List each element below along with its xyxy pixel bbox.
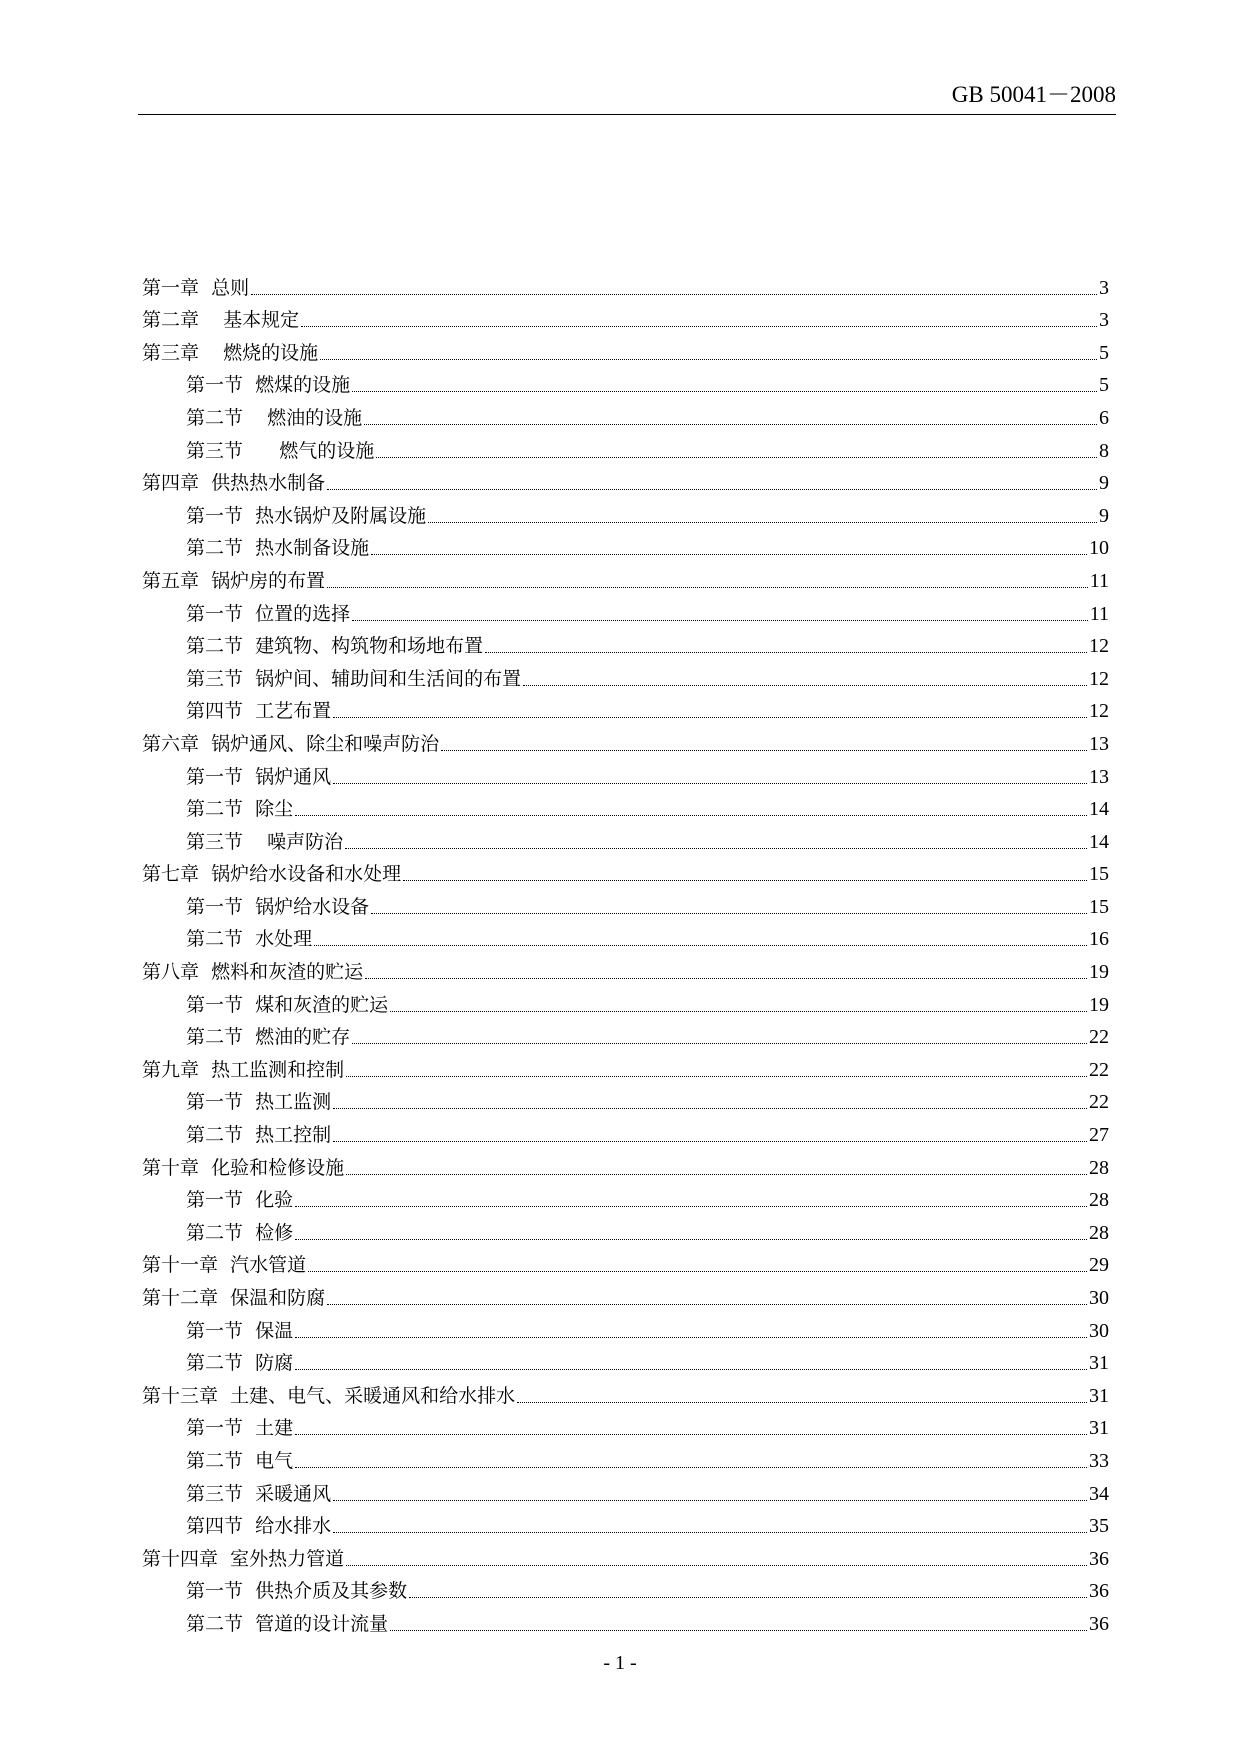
toc-entry-title: 第一节 热工监测 <box>186 1091 332 1114</box>
toc-entry-page: 28 <box>1089 1156 1109 1179</box>
toc-entry-page: 28 <box>1089 1221 1109 1244</box>
toc-dot-leader <box>295 1369 1087 1370</box>
toc-section-row[interactable] <box>142 1409 1109 1442</box>
toc-chapter-row[interactable] <box>142 561 1109 594</box>
toc-section-row[interactable] <box>142 496 1109 529</box>
toc-dot-leader <box>352 391 1097 392</box>
toc-dot-leader <box>346 1174 1087 1175</box>
toc-section-row[interactable] <box>142 1507 1109 1540</box>
doc-code: GB 50041－2008 <box>951 82 1116 107</box>
toc-entry-page: 12 <box>1089 635 1109 658</box>
toc-entry-title: 第二节 检修 <box>186 1221 294 1244</box>
toc-entry-title: 第三节 采暖通风 <box>186 1482 332 1505</box>
toc-section-row[interactable] <box>142 1213 1109 1246</box>
toc-dot-leader <box>333 1532 1087 1533</box>
toc-entry-page: 33 <box>1089 1449 1109 1472</box>
toc-entry-page: 30 <box>1089 1319 1109 1342</box>
toc-chapter-row[interactable] <box>142 1246 1109 1279</box>
toc-entry-title: 第四章 供热热水制备 <box>142 472 326 495</box>
toc-chapter-row[interactable] <box>142 301 1109 334</box>
toc-entry-title: 第一节 煤和灰渣的贮运 <box>186 993 389 1016</box>
toc-entry-title: 第二节 燃油的设施 <box>186 406 363 429</box>
toc-entry-title: 第六章 锅炉通风、除尘和噪声防治 <box>142 732 440 755</box>
toc-entry-page: 19 <box>1089 993 1109 1016</box>
toc-dot-leader <box>376 457 1097 458</box>
toc-entry-title: 第一节 保温 <box>186 1319 294 1342</box>
toc-entry-page: 22 <box>1089 1058 1109 1081</box>
toc-dot-leader <box>327 489 1097 490</box>
toc-entry-page: 13 <box>1089 765 1109 788</box>
toc-entry-title: 第一节 位置的选择 <box>186 602 351 625</box>
toc-entry-page: 29 <box>1089 1254 1109 1277</box>
toc-section-row[interactable] <box>142 1572 1109 1605</box>
toc-section-row[interactable] <box>142 1115 1109 1148</box>
toc-entry-page: 14 <box>1089 798 1109 821</box>
toc-dot-leader <box>517 1402 1087 1403</box>
toc-entry-page: 16 <box>1089 928 1109 951</box>
toc-section-row[interactable] <box>142 1181 1109 1214</box>
toc-section-row[interactable] <box>142 1474 1109 1507</box>
toc-entry-title: 第二节 电气 <box>186 1449 294 1472</box>
table-of-contents <box>142 268 1109 1637</box>
toc-chapter-row[interactable] <box>142 1376 1109 1409</box>
toc-section-row[interactable] <box>142 920 1109 953</box>
toc-section-row[interactable] <box>142 627 1109 660</box>
toc-dot-leader <box>333 1141 1087 1142</box>
toc-dot-leader <box>295 1434 1087 1435</box>
toc-entry-page: 19 <box>1089 961 1109 984</box>
toc-section-row[interactable] <box>142 757 1109 790</box>
toc-dot-leader <box>352 1043 1087 1044</box>
toc-dot-leader <box>352 620 1088 621</box>
toc-section-row[interactable] <box>142 985 1109 1018</box>
toc-chapter-row[interactable] <box>142 724 1109 757</box>
toc-entry-title: 第十三章 土建、电气、采暖通风和给水排水 <box>142 1384 516 1407</box>
toc-entry-page: 9 <box>1099 472 1109 495</box>
toc-dot-leader <box>403 880 1087 881</box>
toc-entry-title: 第十一章 汽水管道 <box>142 1254 307 1277</box>
toc-entry-page: 31 <box>1089 1417 1109 1440</box>
toc-entry-title: 第十二章 保温和防腐 <box>142 1287 326 1309</box>
toc-chapter-row[interactable] <box>142 1050 1109 1083</box>
toc-entry-title: 第二章 基本规定 <box>142 309 300 332</box>
page-label: - 1 - <box>603 1652 637 1674</box>
toc-entry-title: 第一节 热水锅炉及附属设施 <box>186 504 427 527</box>
toc-entry-title: 第十章 化验和检修设施 <box>142 1156 345 1179</box>
toc-entry-page: 12 <box>1089 667 1109 690</box>
toc-entry-page: 6 <box>1099 406 1109 429</box>
toc-entry-page: 27 <box>1089 1124 1109 1147</box>
toc-section-row[interactable] <box>142 822 1109 855</box>
toc-dot-leader <box>295 1239 1087 1240</box>
toc-section-row[interactable] <box>142 887 1109 920</box>
toc-entry-title: 第十四章 室外热力管道 <box>142 1547 345 1570</box>
toc-chapter-row[interactable] <box>142 1278 1109 1311</box>
toc-entry-page: 11 <box>1089 602 1109 625</box>
page-number-footer <box>0 1652 1240 1675</box>
toc-entry-title: 第一节 供热介质及其参数 <box>186 1580 408 1603</box>
toc-entry-page: 36 <box>1089 1580 1109 1603</box>
toc-section-row[interactable] <box>142 594 1109 627</box>
toc-dot-leader <box>333 1108 1087 1109</box>
toc-entry-title: 第三节 噪声防治 <box>186 830 344 853</box>
toc-entry-title: 第八章 燃料和灰渣的贮运 <box>142 961 364 984</box>
toc-chapter-row[interactable] <box>142 333 1109 366</box>
toc-entry-title: 第二节 建筑物、构筑物和场地布置 <box>186 635 484 658</box>
toc-dot-leader <box>333 717 1087 718</box>
toc-section-row[interactable] <box>142 659 1109 692</box>
toc-section-row[interactable] <box>142 692 1109 725</box>
toc-dot-leader <box>345 848 1087 849</box>
toc-chapter-row[interactable] <box>142 855 1109 888</box>
toc-entry-page: 9 <box>1099 504 1109 527</box>
toc-entry-page: 8 <box>1099 439 1109 462</box>
toc-dot-leader <box>327 587 1088 588</box>
toc-dot-leader <box>523 685 1087 686</box>
toc-entry-title: 第三节 燃气的设施 <box>186 439 375 462</box>
toc-dot-leader <box>390 1011 1087 1012</box>
toc-dot-leader <box>409 1597 1087 1598</box>
toc-chapter-row[interactable] <box>142 268 1109 301</box>
toc-dot-leader <box>390 1630 1087 1631</box>
toc-entry-title: 第二节 管道的设计流量 <box>186 1612 389 1635</box>
toc-dot-leader <box>485 652 1087 653</box>
toc-entry-title: 第一节 锅炉给水设备 <box>186 895 370 918</box>
toc-entry-title: 第二节 水处理 <box>186 928 313 951</box>
toc-entry-page: 5 <box>1099 341 1109 364</box>
toc-dot-leader <box>441 750 1087 751</box>
toc-entry-title: 第二节 防腐 <box>186 1352 294 1375</box>
toc-entry-page: 11 <box>1089 569 1109 592</box>
toc-entry-page: 36 <box>1089 1547 1109 1570</box>
toc-entry-page: 34 <box>1089 1482 1109 1505</box>
toc-entry-page: 3 <box>1099 276 1109 299</box>
toc-entry-title: 第五章 锅炉房的布置 <box>142 569 326 592</box>
toc-dot-leader <box>346 1076 1087 1077</box>
toc-dot-leader <box>301 326 1097 327</box>
toc-entry-page: 22 <box>1089 1091 1109 1114</box>
toc-entry-title: 第一节 化验 <box>186 1189 294 1212</box>
toc-entry-title: 第四节 给水排水 <box>186 1515 332 1538</box>
toc-entry-page: 10 <box>1089 537 1109 560</box>
toc-section-row[interactable] <box>142 1604 1109 1637</box>
toc-dot-leader <box>295 1337 1087 1338</box>
toc-entry-title: 第七章 锅炉给水设备和水处理 <box>142 863 402 886</box>
toc-entry-page: 5 <box>1099 374 1109 397</box>
toc-section-row[interactable] <box>142 1311 1109 1344</box>
toc-entry-title: 第三章 燃烧的设施 <box>142 341 319 364</box>
toc-entry-page: 31 <box>1089 1384 1109 1407</box>
header-rule <box>138 114 1116 115</box>
toc-dot-leader <box>308 1271 1087 1272</box>
toc-section-row[interactable] <box>142 398 1109 431</box>
toc-entry-page: 13 <box>1089 732 1109 755</box>
toc-chapter-row[interactable] <box>142 952 1109 985</box>
toc-entry-title: 第四节 工艺布置 <box>186 700 332 723</box>
toc-section-row[interactable] <box>142 790 1109 823</box>
toc-entry-page: 31 <box>1089 1352 1109 1375</box>
toc-dot-leader <box>371 554 1087 555</box>
toc-entry-title: 第三节 锅炉间、辅助间和生活间的布置 <box>186 667 522 690</box>
toc-entry-title: 第一节 锅炉通风 <box>186 765 332 788</box>
toc-entry-page: 14 <box>1089 830 1109 853</box>
toc-dot-leader <box>365 978 1087 979</box>
toc-section-row[interactable] <box>142 1344 1109 1377</box>
toc-dot-leader <box>333 1500 1087 1501</box>
toc-entry-page: 15 <box>1089 863 1109 886</box>
toc-section-row[interactable] <box>142 1083 1109 1116</box>
toc-entry-page: 22 <box>1089 1026 1109 1049</box>
toc-chapter-row[interactable] <box>142 464 1109 497</box>
toc-entry-title: 第一节 燃煤的设施 <box>186 374 351 397</box>
document-code-header <box>138 80 1116 110</box>
toc-section-row[interactable] <box>142 1018 1109 1051</box>
toc-section-row[interactable] <box>142 1441 1109 1474</box>
toc-entry-page: 30 <box>1089 1287 1109 1309</box>
toc-section-row[interactable] <box>142 366 1109 399</box>
toc-entry-title: 第一节 土建 <box>186 1417 294 1440</box>
toc-entry-page: 36 <box>1089 1612 1109 1635</box>
toc-dot-leader <box>295 1206 1087 1207</box>
toc-dot-leader <box>371 913 1087 914</box>
toc-dot-leader <box>314 945 1087 946</box>
toc-dot-leader <box>295 815 1087 816</box>
toc-dot-leader <box>295 1467 1087 1468</box>
toc-entry-title: 第九章 热工监测和控制 <box>142 1058 345 1081</box>
toc-section-row[interactable] <box>142 431 1109 464</box>
toc-section-row[interactable] <box>142 529 1109 562</box>
toc-entry-page: 35 <box>1089 1515 1109 1538</box>
toc-dot-leader <box>346 1565 1087 1566</box>
toc-entry-title: 第二节 热水制备设施 <box>186 537 370 560</box>
toc-entry-title: 第二节 燃油的贮存 <box>186 1026 351 1049</box>
toc-dot-leader <box>364 424 1097 425</box>
toc-entry-page: 3 <box>1099 309 1109 332</box>
toc-entry-page: 12 <box>1089 700 1109 723</box>
toc-chapter-row[interactable] <box>142 1148 1109 1181</box>
toc-chapter-row[interactable] <box>142 1539 1109 1572</box>
toc-dot-leader <box>251 294 1097 295</box>
toc-entry-page: 15 <box>1089 895 1109 918</box>
toc-dot-leader <box>320 359 1097 360</box>
toc-entry-title: 第二节 热工控制 <box>186 1124 332 1147</box>
toc-entry-title: 第二节 除尘 <box>186 798 294 821</box>
toc-entry-page: 28 <box>1089 1189 1109 1212</box>
toc-dot-leader <box>428 522 1097 523</box>
toc-entry-title: 第一章 总则 <box>142 276 250 299</box>
toc-dot-leader <box>333 783 1087 784</box>
toc-dot-leader <box>327 1304 1087 1305</box>
